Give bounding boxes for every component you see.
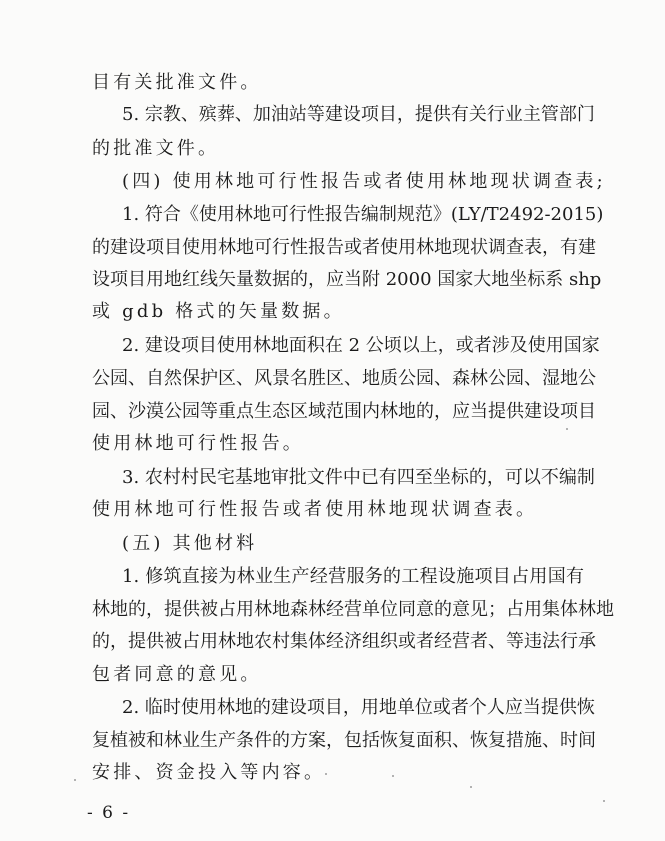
scan-speck (325, 773, 327, 775)
text-line: 1. 符合《使用林地可行性报告编制规范》(LY/T2492-2015) (122, 204, 604, 225)
text-line: 2. 临时使用林地的建设项目，用地单位或者个人应当提供恢 (122, 697, 595, 718)
page-number: - 6 - (87, 803, 131, 823)
text-line: 复植被和林业生产条件的方案，包括恢复面积、恢复措施、时间 (92, 730, 596, 751)
text-line: 公园、自然保护区、风景名胜区、地质公园、森林公园、湿地公 (92, 368, 596, 389)
scan-speck (392, 775, 394, 777)
text-line: 安排、资金投入等内容。 (92, 762, 326, 783)
text-line: 林地的，提供被占用林地森林经营单位同意的意见；占用集体林地 (92, 599, 614, 620)
text-line: 园、沙漠公园等重点生态区域范围内林地的，应当提供建设项目 (92, 401, 596, 422)
text-line: 或 gdb 格式的矢量数据。 (92, 301, 345, 322)
text-line: 的，提供被占用林地农村集体经济组织或者经营者、等违法行承 (92, 631, 596, 652)
scan-speck (603, 800, 605, 802)
text-line: 使用林地可行性报告。 (92, 433, 304, 454)
text-line: 的建设项目使用林地可行性报告或者使用林地现状调查表，有建 (92, 237, 596, 258)
section-heading: (四) 使用林地可行性报告或者使用林地现状调查表; (122, 171, 606, 192)
text-line: 3. 农村村民宅基地审批文件中已有四至坐标的，可以不编制 (122, 467, 595, 488)
text-line: 的批准文件。 (92, 138, 220, 159)
scan-speck (470, 786, 472, 788)
text-line: 2. 建设项目使用林地面积在 2 公顷以上，或者涉及使用国家 (122, 335, 600, 356)
text-line: 5. 宗教、殡葬、加油站等建设项目，提供有关行业主管部门 (122, 104, 595, 125)
text-line: 目有关批准文件。 (92, 72, 262, 93)
text-line: 1. 修筑直接为林业生产经营服务的工程设施项目占用国有 (122, 566, 584, 587)
section-heading: (五) 其他材料 (122, 533, 258, 554)
text-line: 使用林地可行性报告或者使用林地现状调查表。 (92, 499, 538, 520)
text-line: 包者同意的意见。 (92, 664, 262, 685)
scan-speck (74, 779, 76, 781)
text-line: 设项目用地红线矢量数据的，应当附 2000 国家大地坐标系 shp (92, 269, 602, 290)
scan-speck (566, 428, 568, 430)
